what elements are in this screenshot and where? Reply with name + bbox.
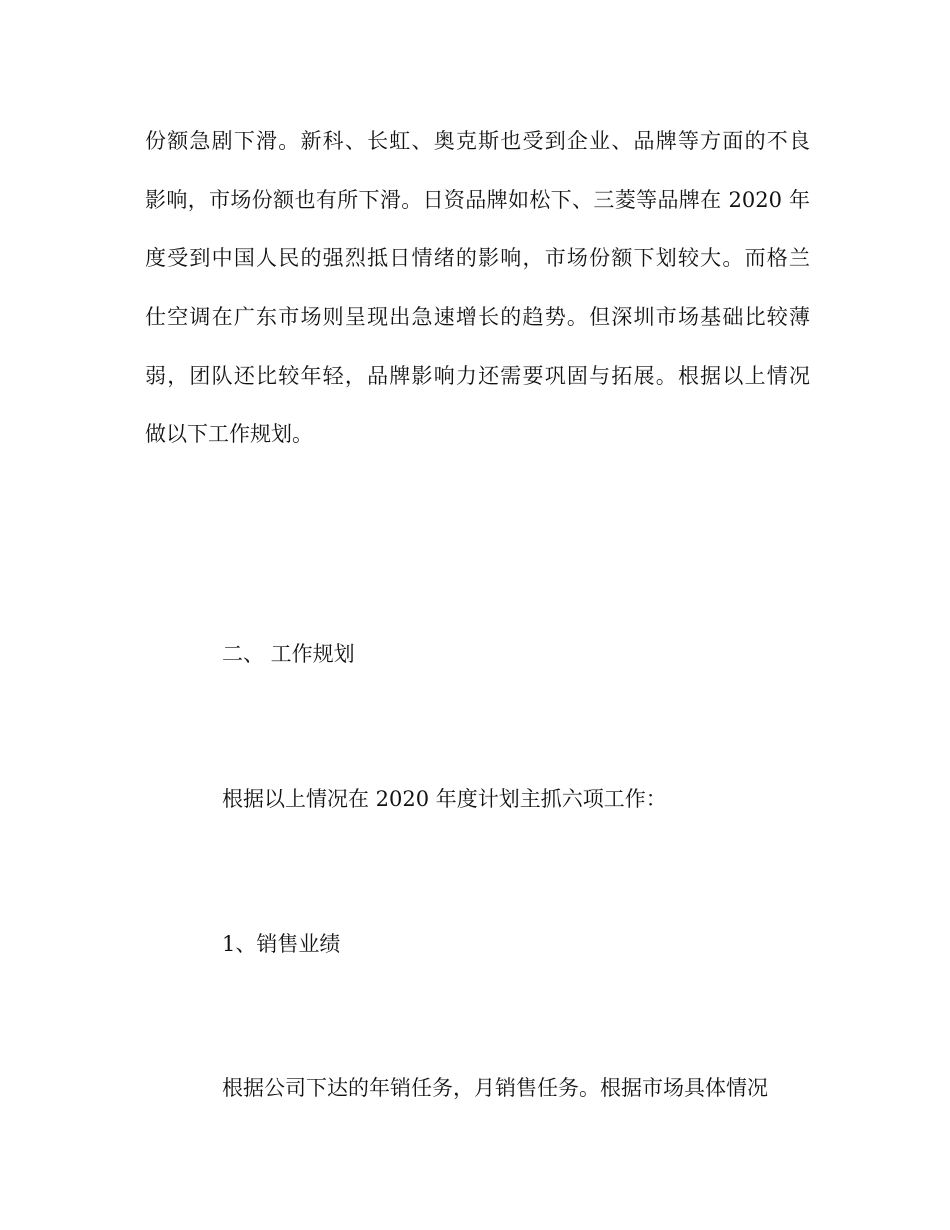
plan-intro-text: 根据以上情况在 2020 年度计划主抓六项工作： — [222, 787, 667, 811]
section-heading-work-plan: 二、 工作规划 — [222, 642, 355, 666]
market-analysis-paragraph — [145, 119, 810, 471]
paragraph-line-2: 影响，市场份额也有所下滑。日资品牌如松下、三菱等品牌在 2020 年 — [145, 187, 810, 212]
item-one-title: 1、销售业绩 — [222, 932, 341, 956]
paragraph-line-5: 弱，团队还比较年轻，品牌影响力还需要巩固与拓展。根据以上情况 — [145, 363, 810, 388]
paragraph-line-6: 做以下工作规划。 — [145, 422, 313, 447]
paragraph-line-3: 度受到中国人民的强烈抵日情绪的影响，市场份额下划较大。而格兰 — [145, 246, 810, 271]
item-one-text: 根据公司下达的年销任务，月销售任务。根据市场具体情况 — [222, 1076, 768, 1100]
paragraph-line-4: 仕空调在广东市场则呈现出急速增长的趋势。但深圳市场基础比较薄 — [145, 305, 810, 330]
paragraph-line-1: 份额急剧下滑。新科、长虹、奥克斯也受到企业、品牌等方面的不良 — [145, 129, 810, 153]
